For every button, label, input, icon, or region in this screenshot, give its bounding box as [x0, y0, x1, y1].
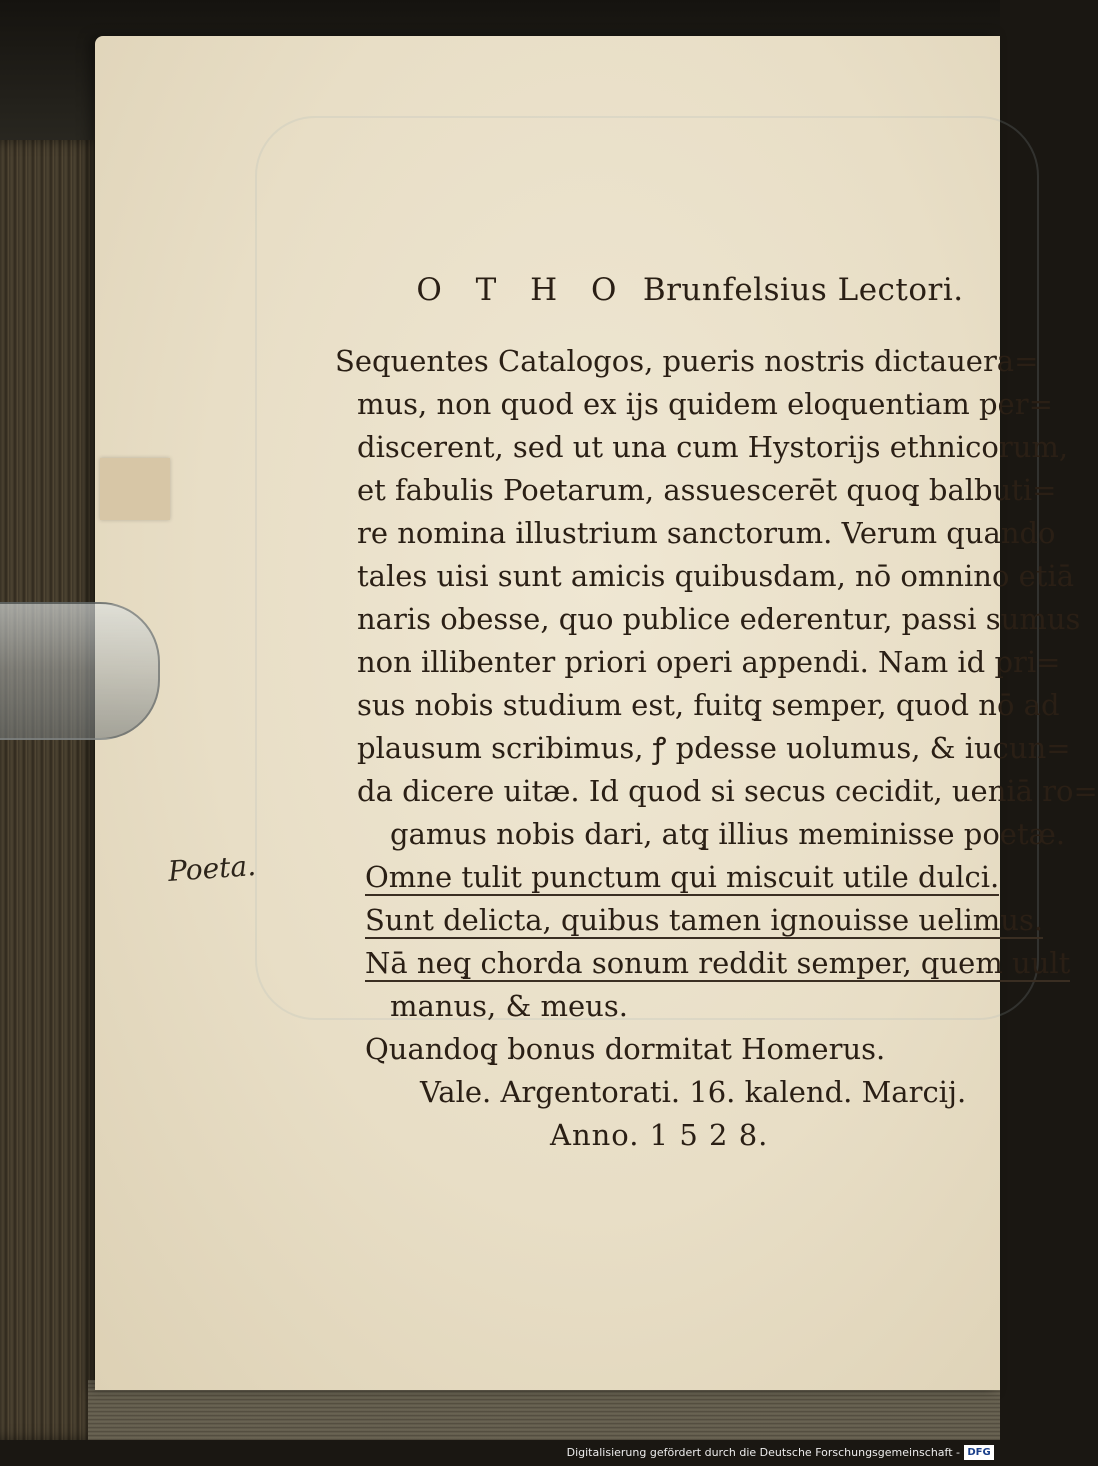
- heading-rest: Brunfelsius Lectori.: [642, 272, 964, 308]
- verse-line: manus, & meus.: [390, 989, 628, 1023]
- margin-note: Poeta.: [166, 848, 258, 889]
- paper-tab: [100, 458, 170, 520]
- text-line: Sequentes Catalogos, pueris nostris dictauera=: [335, 344, 1039, 378]
- text-line: et fabulis Poetarum, assuescerēt quoq̧ balbuti=: [357, 473, 1057, 507]
- verse-line: [335, 899, 1044, 942]
- text-line: discerent, sed ut una cum Hystorijs ethnicorum,: [357, 430, 1069, 464]
- text-line: re nomina illustrium sanctorum. Verum quando: [357, 516, 1056, 550]
- book-spine-edge: [0, 140, 100, 1440]
- page-text: [335, 268, 1098, 1157]
- underlined-verse: Nā neq̧ chorda sonum reddit semper, quem uult: [365, 946, 1071, 980]
- text-line: tales uisi sunt amicis quibusdam, nō omnino etiā: [357, 559, 1075, 593]
- text-line: naris obesse, quo publice ederentur, passi sumus: [357, 602, 1081, 636]
- dfg-logo: DFG: [964, 1445, 994, 1460]
- text-line: gamus nobis dari, atq̧ illius meminisse poetæ.: [390, 817, 1066, 851]
- text-line: plausum scribimus, ꝭ pdesse uolumus, & iucun=: [357, 731, 1071, 765]
- text-line: non illibenter priori operi appendi. Nam id pri=: [357, 645, 1061, 679]
- year-line: Anno. 1 5 2 8.: [550, 1118, 769, 1152]
- text-line: da dicere uitæ. Id quod si secus cecidit, ueniā ro=: [357, 774, 1098, 808]
- verse-line: [335, 856, 1000, 899]
- verse-line: [335, 942, 1071, 985]
- digitization-credit: Digitalisierung gefördert durch die Deutsche Forschungsgemeinschaft -: [566, 1446, 960, 1459]
- underlined-verse: Omne tulit punctum qui miscuit utile dulci.: [365, 860, 1000, 894]
- closing-line: Vale. Argentorati. 16. kalend. Marcij.: [420, 1075, 967, 1109]
- text-line: sus nobis studium est, fuitq̧ semper, quod nō ad: [357, 688, 1060, 722]
- verse-line: Quandoq̧ bonus dormitat Homerus.: [365, 1032, 886, 1066]
- text-line: mus, non quod ex ijs quidem eloquentiam per=: [357, 387, 1053, 421]
- heading-name: O T H O: [416, 272, 629, 308]
- page-heading: [335, 268, 995, 312]
- underlined-verse: Sunt delicta, quibus tamen ignouisse uelimus.: [365, 903, 1044, 937]
- page-clip: [0, 602, 160, 740]
